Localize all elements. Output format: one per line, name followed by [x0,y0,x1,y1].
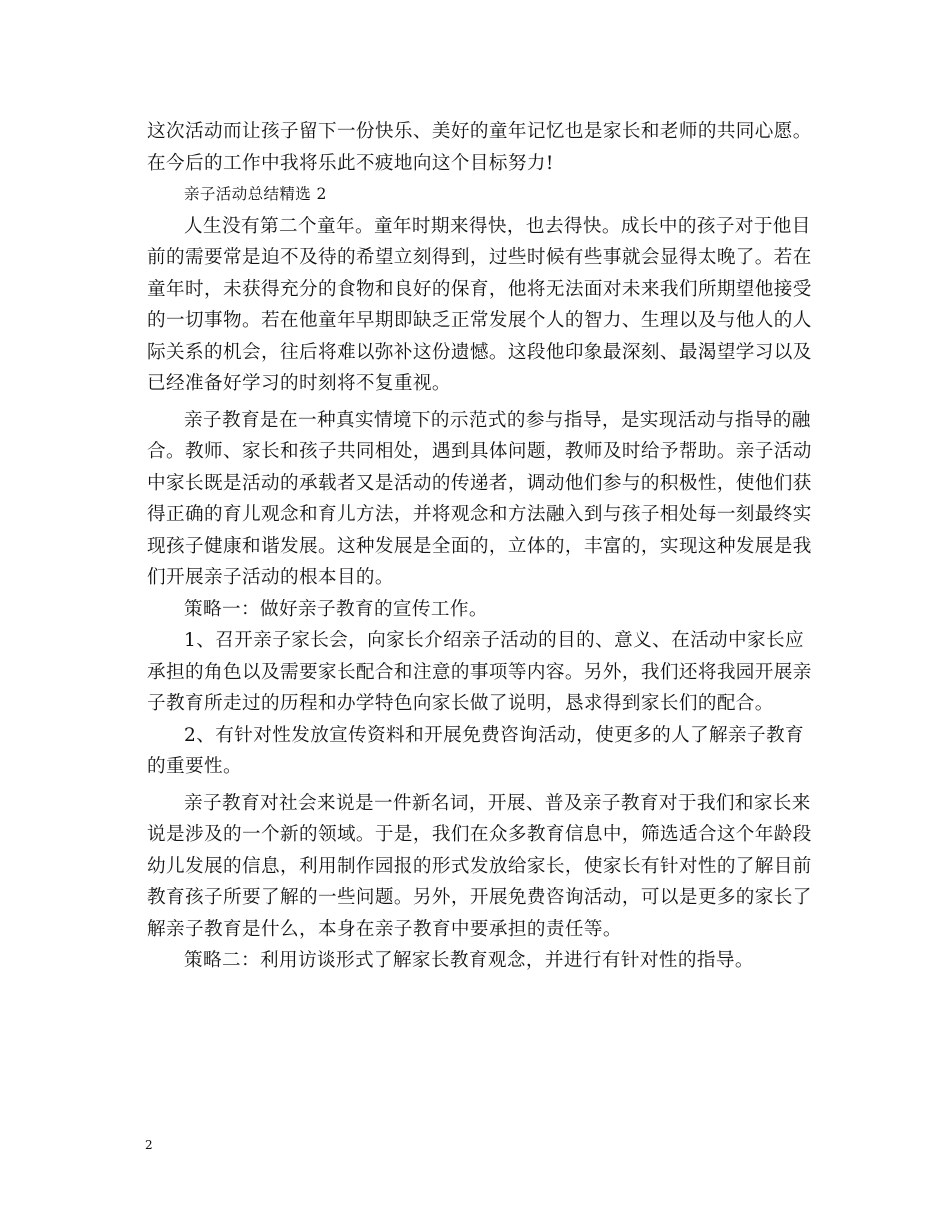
strategy-heading: 策略一：做好亲子教育的宣传工作。 [184,598,488,620]
body-line: 教育孩子所要了解的一些问题。另外，开展免费咨询活动，可以是更多的家长了 [147,887,812,908]
body-line: 际关系的机会，往后将难以弥补这份遗憾。这段他印象最深刻、最渴望学习以及 [147,341,812,363]
paragraph-start-line: 人生没有第二个童年。童年时期来得快，也去得快。成长中的孩子对于他目 [184,215,811,237]
body-line: 现孩子健康和谐发展。这种发展是全面的，立体的，丰富的，实现这种发展是我 [147,535,812,557]
paragraph-start-line: 1、召开亲子家长会，向家长介绍亲子活动的目的、意义、在活动中家长应 [184,630,805,651]
body-line: 承担的角色以及需要家长配合和注意的事项等内容。另外，我们还将我园开展亲 [147,661,812,683]
body-line: 已经准备好学习的时刻将不复重视。 [147,373,451,394]
body-line: 的重要性。 [147,756,242,777]
document-body [147,116,812,977]
paragraph-start-line: 亲子教育对社会来说是一件新名词，开展、普及亲子教育对于我们和家长来 [184,792,811,814]
body-line: 得正确的育儿观念和育儿方法，并将观念和方法融入到与孩子相处每一刻最终实 [147,504,812,525]
body-line: 解亲子教育是什么，本身在亲子教育中要承担的责任等。 [147,918,622,940]
body-line: 在今后的工作中我将乐此不疲地向这个目标努力! [147,152,554,174]
body-line: 子教育所走过的历程和办学特色向家长做了说明，恳求得到家长们的配合。 [147,693,774,714]
section-heading: 亲子活动总结精选 2 [184,185,327,203]
body-line: 童年时，未获得充分的食物和良好的保育，他将无法面对未来我们所期望他接受 [147,278,812,300]
body-line: 的一切事物。若在他童年早期即缺乏正常发展个人的智力、生理以及与他人的人 [147,310,812,331]
body-line: 这次活动而让孩子留下一份快乐、美好的童年记忆也是家长和老师的共同心愿。 [147,121,812,142]
body-line: 中家长既是活动的承载者又是活动的传递者，调动他们参与的积极性，使他们获 [147,472,812,494]
body-line: 幼儿发展的信息，利用制作园报的形式发放给家长，使家长有针对性的了解目前 [147,855,812,877]
body-line: 们开展亲子活动的根本目的。 [147,567,394,588]
body-line: 说是涉及的一个新的领域。于是，我们在众多教育信息中，筛选适合这个年龄段 [147,824,812,845]
body-line: 合。教师、家长和孩子共同相处，遇到具体问题，教师及时给予帮助。亲子活动 [147,441,812,462]
paragraph-start-line: 亲子教育是在一种真实情境下的示范式的参与指导，是实现活动与指导的融 [184,409,811,431]
paragraph-start-line: 2、有针对性发放宣传资料和开展免费咨询活动，使更多的人了解亲子教育 [184,724,805,746]
page-number: 2 [145,1138,153,1152]
body-line: 前的需要常是迫不及待的希望立刻得到，过些时候有些事就会显得太晚了。若在 [147,247,812,268]
strategy-heading: 策略二：利用访谈形式了解家长教育观念，并进行有针对性的指导。 [184,950,754,971]
